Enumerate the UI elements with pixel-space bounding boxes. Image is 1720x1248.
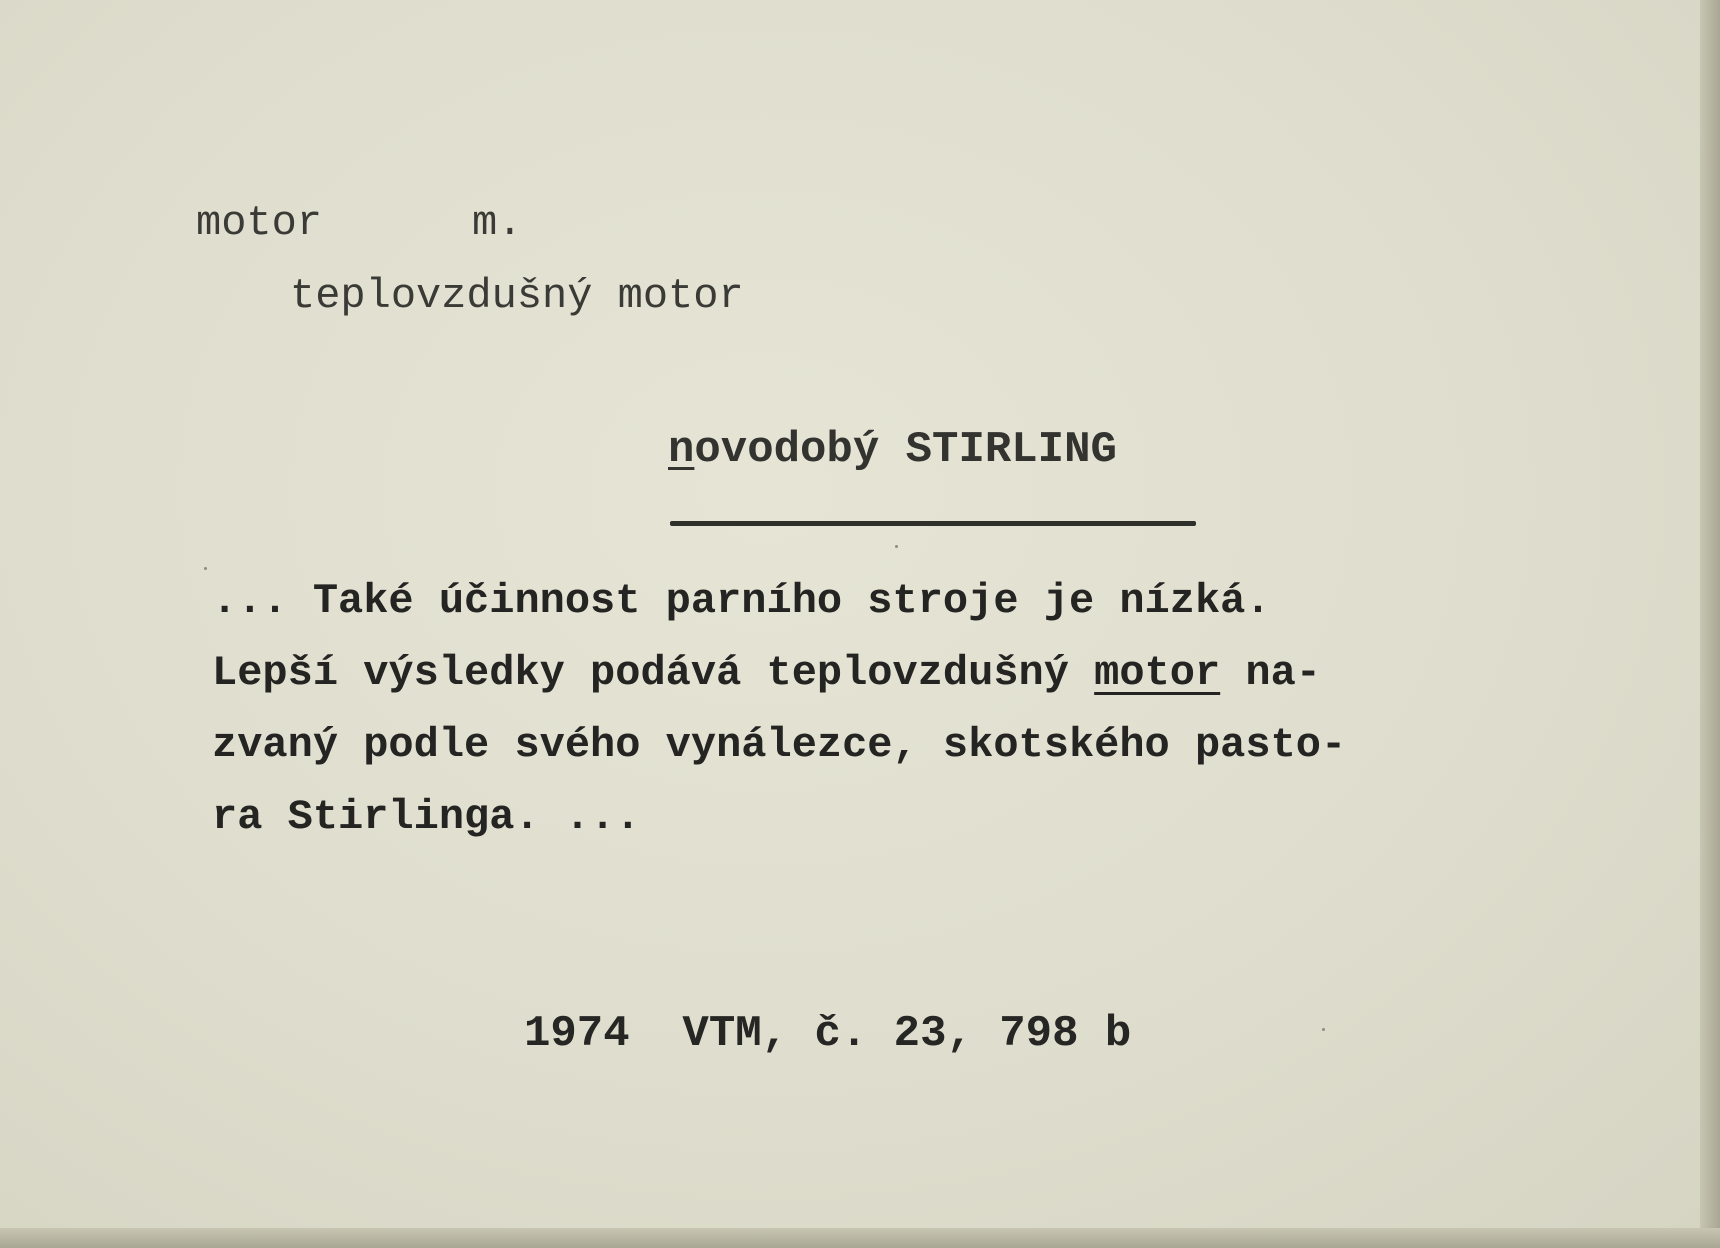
quote-line-1: ... Také účinnost parního stroje je nízká. <box>212 577 1271 625</box>
grammatical-gender: m. <box>472 199 523 247</box>
card-edge-right <box>1700 0 1720 1248</box>
card-edge-bottom <box>0 1228 1720 1248</box>
quote-underlined-term: motor <box>1094 649 1221 697</box>
quote-line-3: zvaný podle svého vynálezce, skotského pasto- <box>212 721 1347 769</box>
subheading-rule <box>670 521 1196 526</box>
paper-speck <box>1322 1028 1325 1031</box>
headword: motor <box>196 199 323 247</box>
subheading-rest: ovodobý STIRLING <box>694 425 1117 475</box>
quote-line-2-before: Lepší výsledky podává teplovzdušný <box>212 649 1095 697</box>
quote-line-4: ra Stirlinga. ... <box>212 793 641 841</box>
subheading-first-letter: n <box>668 425 695 475</box>
paper-speck <box>895 545 898 548</box>
quote-block <box>212 577 1347 868</box>
source-citation: 1974 VTM, č. 23, 798 b <box>524 1009 1132 1059</box>
subheading <box>668 425 1117 475</box>
quote-line-2 <box>212 649 1346 724</box>
collocation-phrase: teplovzdušný motor <box>290 272 744 320</box>
paper-speck <box>204 567 207 570</box>
quote-line-2-after: na- <box>1220 649 1322 697</box>
